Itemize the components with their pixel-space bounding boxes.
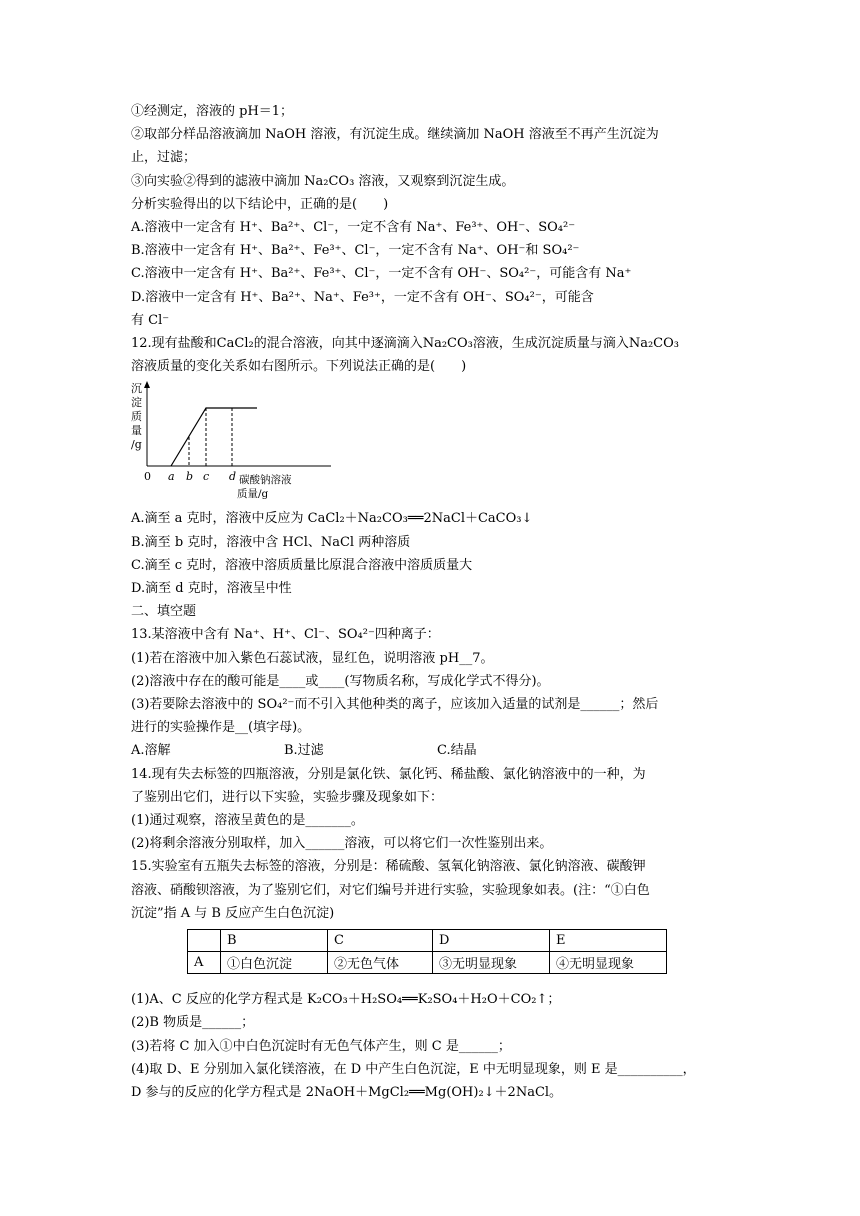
y-axis-label: 质 <box>131 410 142 424</box>
table-cell: B <box>221 930 328 952</box>
y-axis-arrow <box>144 381 150 388</box>
y-axis-label: 沉 <box>131 382 142 396</box>
tick-label: b <box>186 470 194 484</box>
x-axis-label: 质量/g <box>237 488 269 501</box>
text-line: 15.实验室有五瓶失去标签的溶液，分别是：稀硫酸、氢氧化钠溶液、氯化钠溶液、碳酸钾 <box>131 859 646 875</box>
table-cell <box>188 930 221 952</box>
table-cell: ②无色气体 <box>328 952 433 974</box>
y-axis-label: 量 <box>131 424 142 438</box>
results-table <box>187 929 667 974</box>
table-cell: ④无明显现象 <box>550 952 667 974</box>
section-heading: 二、填空题 <box>131 604 197 620</box>
question-14 <box>131 763 741 856</box>
question-12 <box>131 332 741 600</box>
text-line: (4)取 D、E 分别加入氯化镁溶液，在 D 中产生白色沉淀，E 中无明显现象，则 E 是__________， <box>131 1061 696 1077</box>
table-cell: D <box>433 930 550 952</box>
option-c: C.结晶 <box>437 743 477 759</box>
table-cell: ③无明显现象 <box>433 952 550 974</box>
text-line: 14.现有失去标签的四瓶溶液，分别是氯化铁、氯化钙、稀盐酸、氯化钠溶液中的一种，为 <box>131 766 646 782</box>
option-a: A.滴至 a 克时，溶液中反应为 CaCl₂＋Na₂CO₃══2NaCl＋CaCO₃↓ <box>131 511 533 527</box>
x-axis-label: 碳酸钠溶液 <box>239 474 292 487</box>
text-line: (1)若在溶液中加入紫色石蕊试液，显红色，说明溶液 pH__7。 <box>131 650 494 666</box>
table-row <box>188 952 667 974</box>
text-line: ①经测定，溶液的 pH＝1； <box>131 104 294 119</box>
text-line: 13.某溶液中含有 Na⁺、H⁺、Cl⁻、SO₄²⁻四种离子： <box>131 627 440 643</box>
table-cell: C <box>328 930 433 952</box>
option-c: C.滴至 c 克时，溶液中溶质质量比原混合溶液中溶质质量大 <box>131 557 473 573</box>
text-line: 了鉴别出它们，进行以下实验，实验步骤及现象如下： <box>131 789 444 805</box>
text-line: ③向实验②得到的滤液中滴加 Na₂CO₃ 溶液，又观察到沉淀生成。 <box>131 173 515 189</box>
option-c: C.溶液中一定含有 H⁺、Ba²⁺、Fe³⁺、Cl⁻，一定不含有 OH⁻、SO₄²⁻，可能含有 Na⁺ <box>131 266 632 282</box>
text-line: 12.现有盐酸和CaCl₂的混合溶液，向其中逐滴滴入Na₂CO₃溶液，生成沉淀质量与滴入Na₂CO₃ <box>131 336 679 352</box>
option-d: D.滴至 d 克时，溶液呈中性 <box>131 581 292 597</box>
table-cell: ①白色沉淀 <box>221 952 328 974</box>
text-line: (2)将剩余溶液分别取样，加入______溶液，可以将它们一次性鉴别出来。 <box>131 836 553 852</box>
table-cell: E <box>550 930 667 952</box>
text-line: 分析实验得出的以下结论中，正确的是( ) <box>131 196 389 212</box>
option-b: B.滴至 b 克时，溶液中含 HCl、NaCl 两种溶质 <box>131 534 411 550</box>
precipitate-chart <box>131 380 331 526</box>
text-line: (1)通过观察，溶液呈黄色的是_______。 <box>131 813 364 829</box>
text-line: 溶液质量的变化关系如右图所示。下列说法正确的是( ) <box>131 359 467 375</box>
text-line: ②取部分样品溶液滴加 NaOH 溶液，有沉淀生成。继续滴加 NaOH 溶液至不再产生沉淀为 <box>131 127 659 143</box>
text-line: 进行的实验操作是__(填字母)。 <box>131 720 311 736</box>
table-header-row <box>188 930 667 952</box>
option-b: B.溶液中一定含有 H⁺、Ba²⁺、Fe³⁺、Cl⁻，一定不含有 Na⁺、OH⁻和 SO₄²⁻ <box>131 243 580 259</box>
text-line: (2)溶液中存在的酸可能是____或____(写物质名称，写成化学式不得分)。 <box>131 673 550 689</box>
text-line: 沉淀”指 A 与 B 反应产生白色沉淀) <box>131 905 335 921</box>
chart-svg <box>131 380 331 526</box>
series-line <box>171 408 257 466</box>
options-row <box>131 739 741 762</box>
text-line: (3)若将 C 加入①中白色沉淀时有无色气体产生，则 C 是______； <box>131 1038 511 1054</box>
tick-label: 0 <box>144 470 151 484</box>
tick-label: d <box>229 470 237 484</box>
tick-label: c <box>203 470 210 484</box>
option-d-cont: 有 Cl⁻ <box>131 312 170 328</box>
option-a: A.溶解 <box>131 743 171 759</box>
document-page <box>131 100 741 1104</box>
text-line: (1)A、C 反应的化学方程式是 K₂CO₃＋H₂SO₄══K₂SO₄＋H₂O＋CO₂↑； <box>131 992 561 1008</box>
question-13 <box>131 623 741 762</box>
text-line: 溶液、硝酸钡溶液，为了鉴别它们，对它们编号并进行实验，实验现象如表。(注：“①白色 <box>131 882 650 898</box>
option-b: B.过滤 <box>284 743 324 759</box>
y-axis-label: 淀 <box>131 396 142 410</box>
text-line: 止，过滤； <box>131 150 197 166</box>
text-line: (2)B 物质是______； <box>131 1015 255 1031</box>
tick-label: a <box>168 470 175 484</box>
option-a: A.溶液中一定含有 H⁺、Ba²⁺、Cl⁻，一定不含有 Na⁺、Fe³⁺、OH⁻、SO₄²⁻ <box>131 220 576 236</box>
question-15 <box>131 855 741 1104</box>
text-line: D 参与的反应的化学方程式是 2NaOH＋MgCl₂══Mg(OH)₂↓＋2NaCl。 <box>131 1084 563 1100</box>
y-axis-label: /g <box>131 438 142 452</box>
question-11-continued <box>131 100 741 332</box>
option-d: D.溶液中一定含有 H⁺、Ba²⁺、Na⁺、Fe³⁺，一定不含有 OH⁻、SO₄²⁻，可能含 <box>131 289 594 305</box>
text-line: (3)若要除去溶液中的 SO₄²⁻而不引入其他种类的离子，应该加入适量的试剂是______；然后 <box>131 697 659 713</box>
table-cell: A <box>188 952 221 974</box>
